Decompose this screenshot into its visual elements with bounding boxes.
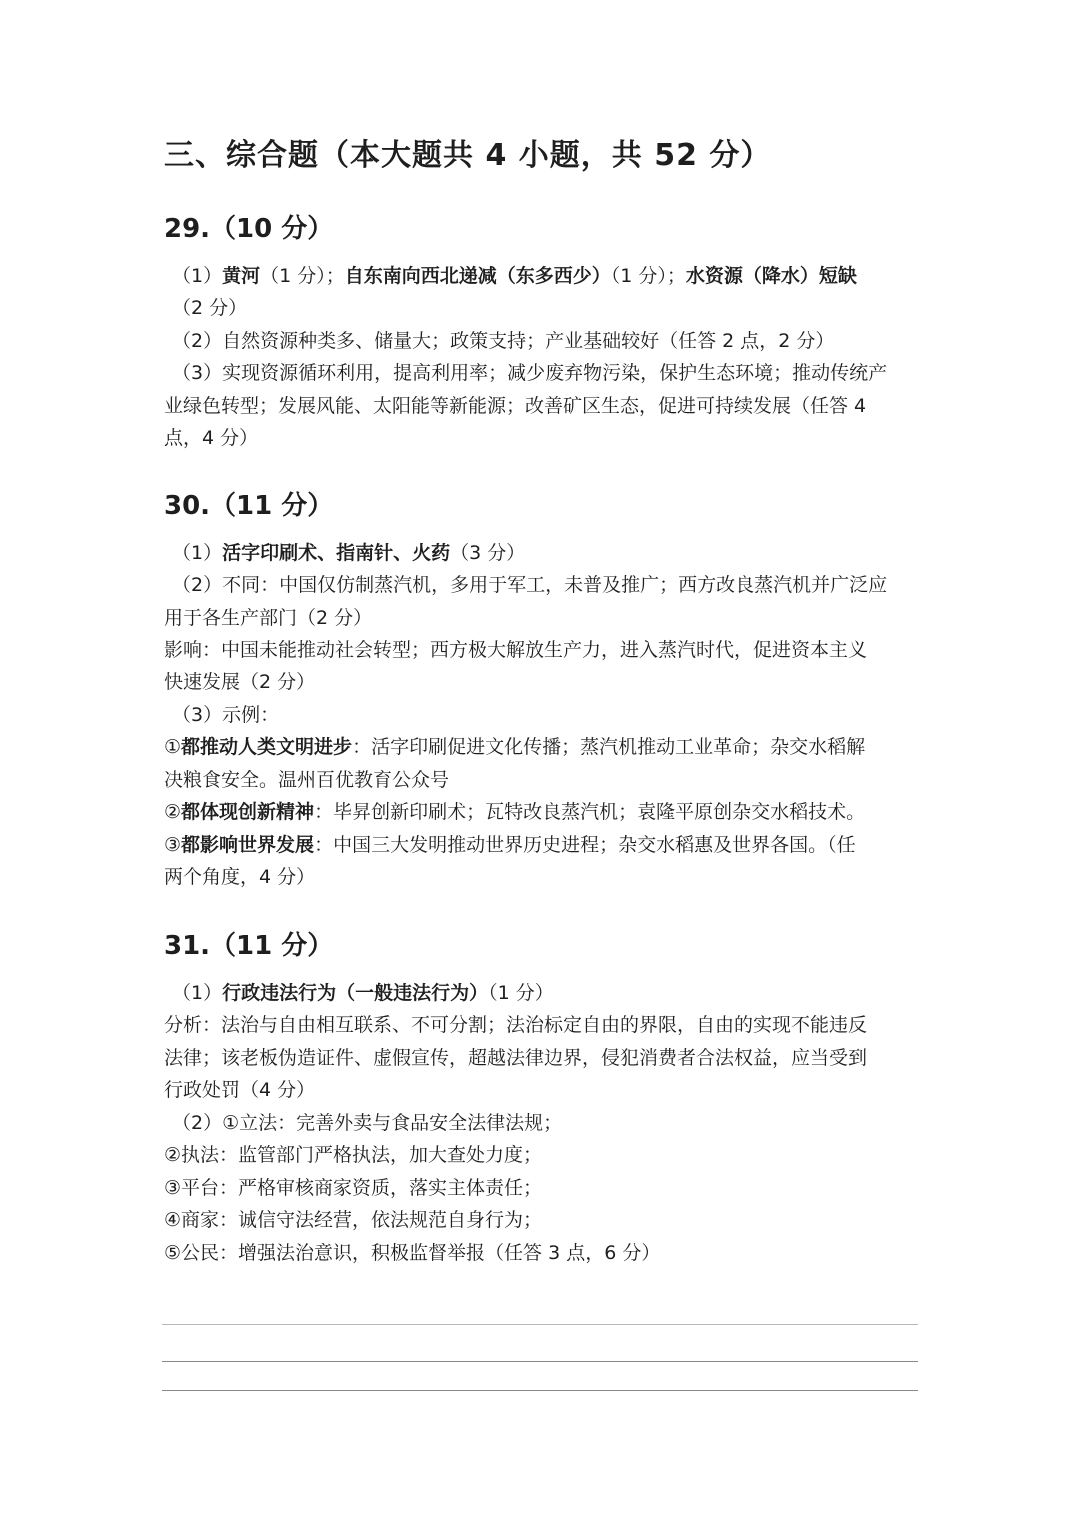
q31-line-3: 法律；该老板伪造证件、虚假宣传，超越法律边界，侵犯消费者合法权益，应当受到 xyxy=(164,1047,868,1069)
q29-score: （1 分）； xyxy=(260,265,345,287)
q29-line-5: 业绿色转型；发展风能、太阳能等新能源；改善矿区生态，促进可持续发展（任答 4 xyxy=(164,395,867,417)
q29-line-1 xyxy=(164,260,924,293)
q29-line-3: （2）自然资源种类多、储量大；政策支持；产业基础较好（任答 2 点，2 分） xyxy=(172,330,835,352)
q29-part1-label: （1） xyxy=(172,265,223,287)
q30-item-text: ：活字印刷促进文化传播；蒸汽机推动工业革命；杂交水稻解 xyxy=(352,736,866,758)
q30-line-4: 影响：中国未能推动社会转型；西方极大解放生产力，进入蒸汽时代，促进资本主义 xyxy=(164,639,868,661)
q30-item-text: ：中国三大发明推动世界历史进程；杂交水稻惠及世界各国。（任 xyxy=(314,834,856,856)
q29-line-4: （3）实现资源循环利用，提高利用率；减少废弃物污染，保护生态环境；推动传统产 xyxy=(172,362,888,384)
q31-answer-violation-type: 行政违法行为（一般违法行为） xyxy=(222,982,489,1004)
q30-line-8: 决粮食安全。温州百优教育公众号 xyxy=(164,769,450,791)
q30-line-1 xyxy=(164,537,924,570)
q30-line-9 xyxy=(164,796,916,829)
q30-line-3: 用于各生产部门（2 分） xyxy=(164,607,373,629)
q30-answer-inventions: 活字印刷术、指南针、火药 xyxy=(222,542,451,564)
q29-answer-yellow-river: 黄河 xyxy=(222,265,261,287)
q30-item-marker: ② xyxy=(164,801,182,823)
q31-line-8: ④商家：诚信守法经营，依法规范自身行为； xyxy=(164,1209,543,1231)
q31-line-5: （2）①立法：完善外卖与食品安全法律法规； xyxy=(172,1112,563,1134)
q31-line-4: 行政处罚（4 分） xyxy=(164,1079,316,1101)
q30-item-marker: ③ xyxy=(164,834,182,856)
q31-line-6: ②执法：监管部门严格执法，加大查处力度； xyxy=(164,1144,543,1166)
q30-line-2: （2）不同：中国仅仿制蒸汽机，多用于军工，未普及推广；西方改良蒸汽机并广泛应 xyxy=(172,574,888,596)
ruled-line xyxy=(162,1361,918,1362)
q30-item-marker: ① xyxy=(164,736,182,758)
ruled-line xyxy=(162,1324,918,1325)
q31-line-1 xyxy=(164,977,924,1010)
q31-line-9: ⑤公民：增强法治意识，积极监督举报（任答 3 点，6 分） xyxy=(164,1242,661,1264)
q31-line-2: 分析：法治与自由相互联系、不可分割；法治标定自由的界限，自由的实现不能违反 xyxy=(164,1014,868,1036)
section-title: 三、综合题（本大题共 4 小题，共 52 分） xyxy=(164,138,772,173)
q31-part1-label: （1） xyxy=(172,982,223,1004)
q29-line-6: 点，4 分） xyxy=(164,427,259,449)
q31-score: （1 分） xyxy=(488,982,554,1004)
q29-score: （1 分）； xyxy=(610,265,686,287)
q30-item-heading: 都影响世界发展 xyxy=(181,834,315,856)
q30-part1-label: （1） xyxy=(172,542,223,564)
q29-line-2: （2 分） xyxy=(172,297,248,319)
ruled-line xyxy=(162,1390,918,1391)
q30-item-heading: 都体现创新精神 xyxy=(181,801,315,823)
q30-item-heading: 都推动人类文明进步 xyxy=(181,736,353,758)
q30-line-7 xyxy=(164,731,916,764)
q31-heading: 31.（11 分） xyxy=(164,931,334,961)
q30-score: （3 分） xyxy=(450,542,526,564)
q30-line-10 xyxy=(164,829,916,862)
q29-heading: 29.（10 分） xyxy=(164,214,334,244)
q30-line-6: （3）示例： xyxy=(172,704,280,726)
q30-heading: 30.（11 分） xyxy=(164,491,334,521)
q30-item-text: ：毕昇创新印刷术；瓦特改良蒸汽机；袁隆平原创杂交水稻技术。 xyxy=(314,801,866,823)
q29-answer-water-shortage: 水资源（降水）短缺 xyxy=(685,265,857,287)
q30-line-11: 两个角度，4 分） xyxy=(164,866,316,888)
q31-line-7: ③平台：严格审核商家资质，落实主体责任； xyxy=(164,1177,543,1199)
q29-answer-trend: 自东南向西北递减（东多西少） xyxy=(344,265,611,287)
q30-line-5: 快速发展（2 分） xyxy=(164,671,316,693)
